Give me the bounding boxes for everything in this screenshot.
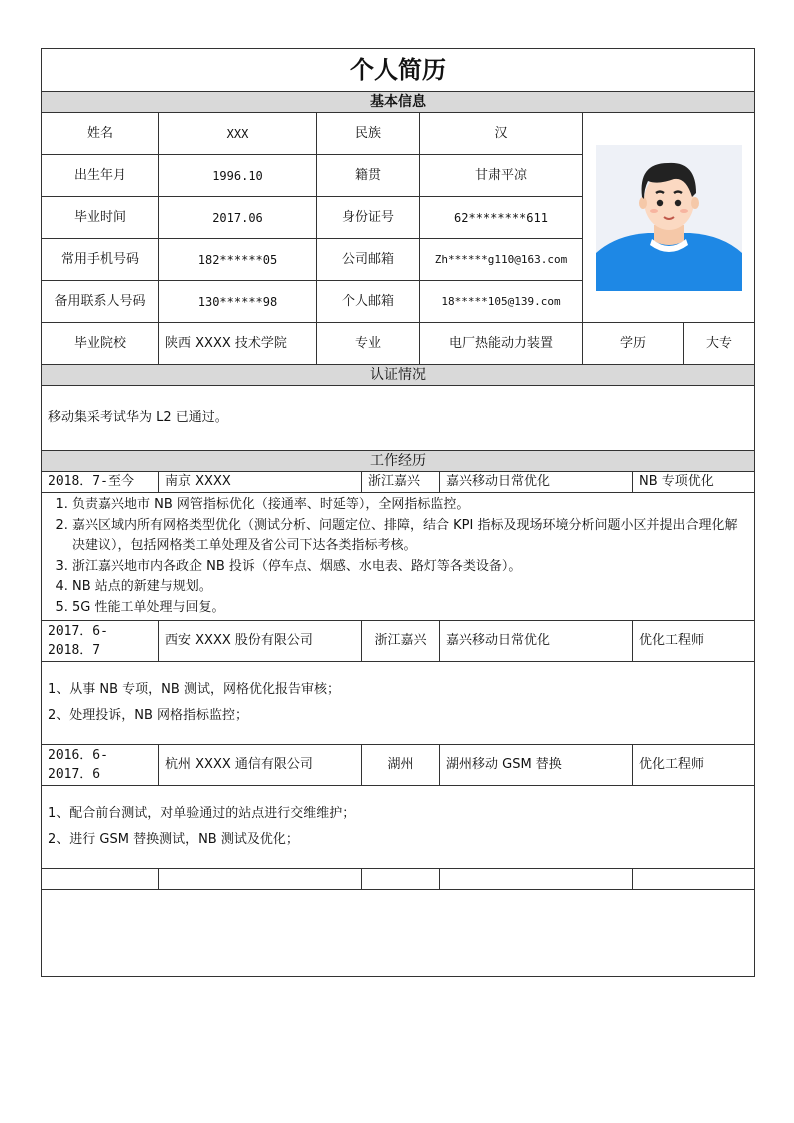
- certification-text: 移动集采考试华为 L2 已通过。: [42, 386, 755, 451]
- job3-period: [42, 745, 159, 786]
- empty-cell: [159, 869, 362, 890]
- section-basic-info: 基本信息: [42, 92, 755, 113]
- grad-time-label: 毕业时间: [42, 197, 159, 239]
- native-value: 甘肃平凉: [420, 155, 583, 197]
- grad-time-value: 2017.06: [159, 197, 317, 239]
- job3-project: 湖州移动 GSM 替换: [440, 745, 633, 786]
- section-certification: 认证情况: [42, 365, 755, 386]
- job2-project: 嘉兴移动日常优化: [440, 621, 633, 662]
- birth-value: 1996.10: [159, 155, 317, 197]
- job1-duty-item: 1. 负责嘉兴地市 NB 网管指标优化（接通率、时延等），全网指标监控。: [72, 495, 750, 516]
- degree-label: 学历: [583, 323, 684, 365]
- resume-title: 个人简历: [42, 49, 755, 92]
- school-label: 毕业院校: [42, 323, 159, 365]
- job1-duty-item: 2. 嘉兴区域内所有网格类型优化（测试分析、问题定位、排障，结合 KPI 指标及现场环境分析问题小区并提出合理化解决建议），包括网格类工单处理及省公司下达各类指标考核。: [72, 516, 750, 557]
- job3-company: 杭州 XXXX 通信有限公司: [159, 745, 362, 786]
- job2-period-end: 2018．7: [48, 643, 101, 658]
- photo-cell: [583, 113, 755, 323]
- job2-period-start: 2017．6-: [48, 624, 108, 639]
- id-label: 身份证号: [317, 197, 420, 239]
- job2-duty-item: 1、从事 NB 专项，NB 测试，网格优化报告审核；: [48, 682, 340, 697]
- phone-value: 182******05: [159, 239, 317, 281]
- resume-sheet: [41, 48, 754, 977]
- resume-table: [41, 48, 755, 977]
- job3-period-end: 2017．6: [48, 767, 101, 782]
- job3-duty-item: 1、配合前台测试，对单验通过的站点进行交维维护；: [48, 806, 356, 821]
- job2-duty-item: 2、处理投诉，NB 网格指标监控；: [48, 708, 249, 723]
- degree-value: 大专: [684, 323, 755, 365]
- empty-notes-area: [42, 890, 755, 977]
- backup-contact-value: 130******98: [159, 281, 317, 323]
- job1-duty-item: 5. 5G 性能工单处理与回复。: [72, 598, 750, 619]
- major-value: 电厂热能动力装置: [420, 323, 583, 365]
- section-work-experience: 工作经历: [42, 451, 755, 472]
- empty-cell: [362, 869, 440, 890]
- job3-role: 优化工程师: [633, 745, 755, 786]
- job2-role: 优化工程师: [633, 621, 755, 662]
- school-value: 陕西 XXXX 技术学院: [159, 323, 317, 365]
- major-label: 专业: [317, 323, 420, 365]
- personal-email-label: 个人邮箱: [317, 281, 420, 323]
- job1-duties: [42, 493, 755, 621]
- job1-role: NB 专项优化: [633, 472, 755, 493]
- work-email-value: Zh******g110@163.com: [420, 239, 583, 281]
- job3-duties: [42, 786, 755, 869]
- job1-project: 嘉兴移动日常优化: [440, 472, 633, 493]
- ethnic-value: 汉: [420, 113, 583, 155]
- personal-email-value: 18*****105@139.com: [420, 281, 583, 323]
- empty-cell: [440, 869, 633, 890]
- work-email-label: 公司邮箱: [317, 239, 420, 281]
- id-value: 62********611: [420, 197, 583, 239]
- job2-period: [42, 621, 159, 662]
- name-value: XXX: [159, 113, 317, 155]
- birth-label: 出生年月: [42, 155, 159, 197]
- avatar-photo: [596, 145, 742, 291]
- backup-contact-label: 备用联系人号码: [42, 281, 159, 323]
- job2-company: 西安 XXXX 股份有限公司: [159, 621, 362, 662]
- job2-location: 浙江嘉兴: [362, 621, 440, 662]
- ethnic-label: 民族: [317, 113, 420, 155]
- job3-period-start: 2016．6-: [48, 748, 108, 763]
- job1-company: 南京 XXXX: [159, 472, 362, 493]
- job2-duties: [42, 662, 755, 745]
- job3-duty-item: 2、进行 GSM 替换测试，NB 测试及优化；: [48, 832, 299, 847]
- phone-label: 常用手机号码: [42, 239, 159, 281]
- job3-location: 湖州: [362, 745, 440, 786]
- name-label: 姓名: [42, 113, 159, 155]
- job1-period: 2018．7-至今: [42, 472, 159, 493]
- job1-duty-item: 3. 浙江嘉兴地市内各政企 NB 投诉（停车点、烟感、水电表、路灯等各类设备）。: [72, 557, 750, 578]
- job1-location: 浙江嘉兴: [362, 472, 440, 493]
- empty-cell: [633, 869, 755, 890]
- job1-duty-item: 4. NB 站点的新建与规划。: [72, 577, 750, 598]
- native-label: 籍贯: [317, 155, 420, 197]
- empty-cell: [42, 869, 159, 890]
